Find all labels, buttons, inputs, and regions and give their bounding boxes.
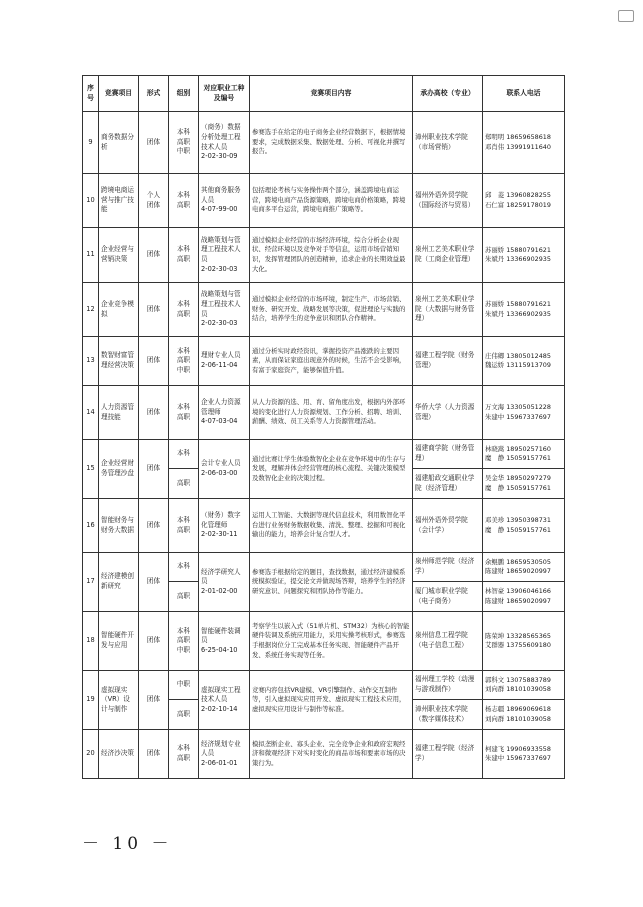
header-form: 形式: [139, 76, 169, 112]
contact-line: 魏运娇 13115913709: [485, 361, 551, 369]
host-cell: 华侨大学（人力资源管理）: [413, 386, 483, 440]
group-cell: 中职: [169, 671, 199, 700]
competition-table: [82, 75, 565, 779]
project-form: 团体: [139, 112, 169, 174]
contact-cell: [483, 671, 565, 700]
contact-cell: [483, 283, 565, 337]
contact-cell: [483, 553, 565, 582]
group-cell: 本科 高职: [169, 228, 199, 283]
row-number: 10: [83, 174, 99, 228]
project-name: 智能硬件开发与应用: [99, 612, 139, 671]
contact-cell: [483, 440, 565, 469]
group-cell: 本科: [169, 440, 199, 469]
contact-line: 邓肖伟 13991911640: [485, 142, 551, 151]
group-cell: 本科 高职 中职: [169, 337, 199, 386]
contact-line: 杨志疆 18969069618: [485, 705, 551, 714]
row-number: 11: [83, 228, 99, 283]
contact-line: 朱建中 15967337697: [485, 754, 551, 762]
contact-line: 林智豪 13906046166: [485, 587, 551, 596]
row-number: 12: [83, 283, 99, 337]
header-contact: 联系人电话: [483, 76, 565, 112]
table-row: [83, 174, 565, 228]
occupation-cell: 理财专业人员 2-06-11-04: [199, 337, 250, 386]
occupation-cell: （财务）数字化管理师 2-02-30-11: [199, 499, 250, 553]
row-number: 16: [83, 499, 99, 553]
contact-cell: [483, 730, 565, 779]
contact-cell: [483, 337, 565, 386]
project-name: 跨境电商运营与推广技能: [99, 174, 139, 228]
content-cell: 参赛选手根据给定的题目，查找数据，通过经济建模系统模拟验证，提交论文并做现场答辩，培养学生的经济研究意识、问题探究和团队协作等能力。: [250, 553, 413, 612]
project-form: 个人 团体: [139, 174, 169, 228]
contact-line: 陈建财 18659020997: [485, 567, 551, 575]
row-number: 18: [83, 612, 99, 671]
project-name: 企业经营与营销决策: [99, 228, 139, 283]
table-row: [83, 730, 565, 779]
contact-line: 柯建飞 19906933558: [485, 744, 551, 753]
contact-cell: [483, 499, 565, 553]
table-row: [83, 553, 565, 582]
project-form: 团体: [139, 440, 169, 499]
corner-mark: [618, 10, 634, 22]
contact-line: 陈荣坤 13328565365: [485, 631, 551, 640]
contact-line: 石仁富 18259178019: [485, 200, 551, 209]
project-form: 团体: [139, 671, 169, 730]
contact-cell: [483, 582, 565, 612]
row-number: 13: [83, 337, 99, 386]
group-cell: 高职: [169, 469, 199, 499]
contact-line: 邱 菱 13960828255: [485, 191, 551, 200]
contact-line: 庄伟卿 13805012485: [485, 351, 551, 360]
contact-cell: [483, 112, 565, 174]
group-cell: 本科 高职: [169, 730, 199, 779]
occupation-cell: 企业人力资源管理师 4-07-03-04: [199, 386, 250, 440]
group-cell: 本科 高职: [169, 283, 199, 337]
contact-line: 刘向群 18101039058: [485, 714, 551, 723]
table-row: [83, 386, 565, 440]
project-name: 商务数据分析: [99, 112, 139, 174]
group-cell: 高职: [169, 700, 199, 730]
content-cell: 考察学生以嵌入式（51单片机、STM32）为核心的智能硬件装调及系统应用能力，采用实操考核形式，参赛选手根据岗位分工完成基本任务实现、智能硬件产品开发、系统任务实现等任务。: [250, 612, 413, 671]
occupation-cell: 智能硬件装调员 6-25-04-10: [199, 612, 250, 671]
group-cell: 本科 高职 中职: [169, 112, 199, 174]
contact-line: 余鲲鹏 18659530505: [485, 557, 551, 566]
project-form: 团体: [139, 553, 169, 612]
table-row: [83, 112, 565, 174]
project-form: 团体: [139, 499, 169, 553]
page-number: － 10 －: [82, 834, 173, 854]
contact-line: 万文海 13305051228: [485, 403, 551, 412]
project-form: 团体: [139, 612, 169, 671]
occupation-cell: 其他商务服务人员 4-07-99-00: [199, 174, 250, 228]
host-cell: 泉州师范学院（经济学）: [413, 553, 483, 582]
contact-line: 陈建财 18659020997: [485, 596, 551, 605]
host-cell: 福建船政交通职业学院（经济管理）: [413, 469, 483, 499]
group-cell: 本科 高职: [169, 499, 199, 553]
group-cell: 本科 高职: [169, 174, 199, 228]
header-host: 承办高校（专业）: [413, 76, 483, 112]
contact-line: 苏丽娇 15880791621: [485, 245, 551, 254]
occupation-cell: 经济学研究人员 2-01-02-00: [199, 553, 250, 612]
table-row: [83, 671, 565, 700]
host-cell: 福建商学院（财务管理）: [413, 440, 483, 469]
content-cell: 通过分析实时政经资讯，掌握投资产品涨跌的主要因素，从而保证家庭出现意外的时候，生活不会受影响，有富于家庭资产，能够保值升值。: [250, 337, 413, 386]
row-number: 15: [83, 440, 99, 499]
contact-cell: [483, 228, 565, 283]
host-cell: 漳州职业技术学院（市场营销）: [413, 112, 483, 174]
row-number: 9: [83, 112, 99, 174]
row-number: 14: [83, 386, 99, 440]
host-cell: 泉州信息工程学院（电子信息工程）: [413, 612, 483, 671]
content-cell: 从人力资源的选、用、育、留角度出发，根据内外部环境的变化进行人力资源规划、工作分析、招聘、培训、薪酬、绩效、员工关系等人力资源管理活动。: [250, 386, 413, 440]
occupation-cell: 经济规划专业人员 2-06-01-01: [199, 730, 250, 779]
host-cell: 厦门城市职业学院（电子商务）: [413, 582, 483, 612]
table-row: [83, 228, 565, 283]
contact-line: 邓美珍 13950398731: [485, 516, 551, 525]
row-number: 20: [83, 730, 99, 779]
table-body: [83, 112, 565, 779]
project-name: 企业竞争模拟: [99, 283, 139, 337]
occupation-cell: 战略策划与管理工程技术人员 2-02-30-03: [199, 228, 250, 283]
project-name: 企业经营财务管理沙盘: [99, 440, 139, 499]
content-cell: 通过模拟企业经营的市场环境，制定生产、市场营销、财务、研究开发、战略发展等决策，促进理论与实践的结合，培养学生的竞争意识和团队合作精神。: [250, 283, 413, 337]
group-cell: 本科: [169, 553, 199, 582]
contact-cell: [483, 700, 565, 730]
header-project: 竞赛项目: [99, 76, 139, 112]
contact-cell: [483, 174, 565, 228]
project-name: 人力资源管理技能: [99, 386, 139, 440]
content-cell: 包括理论考核与实务操作两个部分，涵盖跨境电商运营，跨境电商产品货源策略，跨境电商价格策略，跨境电商多平台运营，跨境电商推广策略等。: [250, 174, 413, 228]
contact-cell: [483, 386, 565, 440]
contact-line: 艾群器 13755609180: [485, 641, 551, 649]
host-cell: 漳州职业技术学院（数字媒体技术）: [413, 700, 483, 730]
host-cell: 福州外语外贸学院（会计学）: [413, 499, 483, 553]
contact-line: 郑明明 18659658618: [485, 133, 551, 142]
contact-line: 魔 静 15059157761: [485, 525, 551, 534]
contact-cell: [483, 469, 565, 499]
project-form: 团体: [139, 730, 169, 779]
header-occupation: 对应职业工种及编号: [199, 76, 250, 112]
project-name: 经济建模创新研究: [99, 553, 139, 612]
project-name: 数智财富管理经营决策: [99, 337, 139, 386]
project-name: 智能财务与财务大数据: [99, 499, 139, 553]
contact-line: 林晓嵩 18950257160: [485, 444, 551, 453]
project-form: 团体: [139, 228, 169, 283]
table-row: [83, 440, 565, 469]
project-name: 经济沙决策: [99, 730, 139, 779]
occupation-cell: 战略策划与管理工程技术人员 2-02-30-03: [199, 283, 250, 337]
group-cell: 高职: [169, 582, 199, 612]
contact-line: 郭科文 13075883789: [485, 675, 551, 684]
content-cell: 通过比赛让学生体验数智化企业在竞争环境中的生存与发展，理解并体会经营管理的核心流程、关键决策模型及数智化企业的决策过程。: [250, 440, 413, 499]
table-row: [83, 612, 565, 671]
content-cell: 竞赛内容包括VR建模、VR引擎制作、动作交互制作等，引入虚拟现实应用开发、虚拟现实工程技术应用，虚拟现实应用设计与制作等标准。: [250, 671, 413, 730]
occupation-cell: 虚拟现实工程技术人员 2-02-10-14: [199, 671, 250, 730]
project-form: 团体: [139, 386, 169, 440]
content-cell: 模拟垄断企业、寡头企业、完全竞争企业和政府宏观经济和微观经济下对实时变化的商品市场和要素市场的决策行为。: [250, 730, 413, 779]
row-number: 17: [83, 553, 99, 612]
contact-line: 苏丽娇 15880791621: [485, 300, 551, 309]
content-cell: 通过模拟企业经营的市场经济环境，综合分析企业现状、经营环境以及竞争对手等信息，运用市场营销知识，发挥管理团队的创造精神，追求企业的长期效益最大化。: [250, 228, 413, 283]
contact-line: 魔 静 15059157761: [485, 483, 551, 492]
occupation-cell: （商务）数据分析处理工程技术人员 2-02-30-09: [199, 112, 250, 174]
header-group: 组别: [169, 76, 199, 112]
header-content: 竞赛项目内容: [250, 76, 413, 112]
group-cell: 本科 高职 中职: [169, 612, 199, 671]
contact-cell: [483, 612, 565, 671]
contact-line: 魔 静 15059157761: [485, 454, 551, 462]
project-form: 团体: [139, 337, 169, 386]
host-cell: 福建工程学院（经济学）: [413, 730, 483, 779]
contact-line: 朱斌丹 13366902935: [485, 255, 551, 263]
occupation-cell: 会计专业人员 2-06-03-00: [199, 440, 250, 499]
host-cell: 泉州工艺美术职业学院（大数据与财务管理）: [413, 283, 483, 337]
host-cell: 福州外语外贸学院（国际经济与贸易）: [413, 174, 483, 228]
table-row: [83, 499, 565, 553]
contact-line: 刘向群 18101039058: [485, 685, 551, 693]
table-header-row: [83, 76, 565, 112]
header-no: 序号: [83, 76, 99, 112]
contact-line: 朱斌丹 13366902935: [485, 309, 551, 318]
project-form: 团体: [139, 283, 169, 337]
table-row: [83, 283, 565, 337]
content-cell: 参赛选手在给定的电子商务企业经营数据下，根据情境要求，完成数据采集、数据处理、分析、可视化并撰写报告。: [250, 112, 413, 174]
host-cell: 泉州工艺美术职业学院（工商企业管理）: [413, 228, 483, 283]
contact-line: 朱建中 15967337697: [485, 412, 551, 421]
host-cell: 福州理工学校（动漫与游戏制作）: [413, 671, 483, 700]
content-cell: 运用人工智能、大数据等现代信息技术，利用数智化平台进行业务财务数据收集、清洗、整理、挖掘和可视化输出的能力，培养会计复合型人才。: [250, 499, 413, 553]
row-number: 19: [83, 671, 99, 730]
project-name: 虚拟现实（VR）设计与制作: [99, 671, 139, 730]
group-cell: 本科 高职: [169, 386, 199, 440]
contact-line: 吴金华 18950297279: [485, 474, 551, 483]
table-row: [83, 337, 565, 386]
host-cell: 福建工程学院（财务管理）: [413, 337, 483, 386]
